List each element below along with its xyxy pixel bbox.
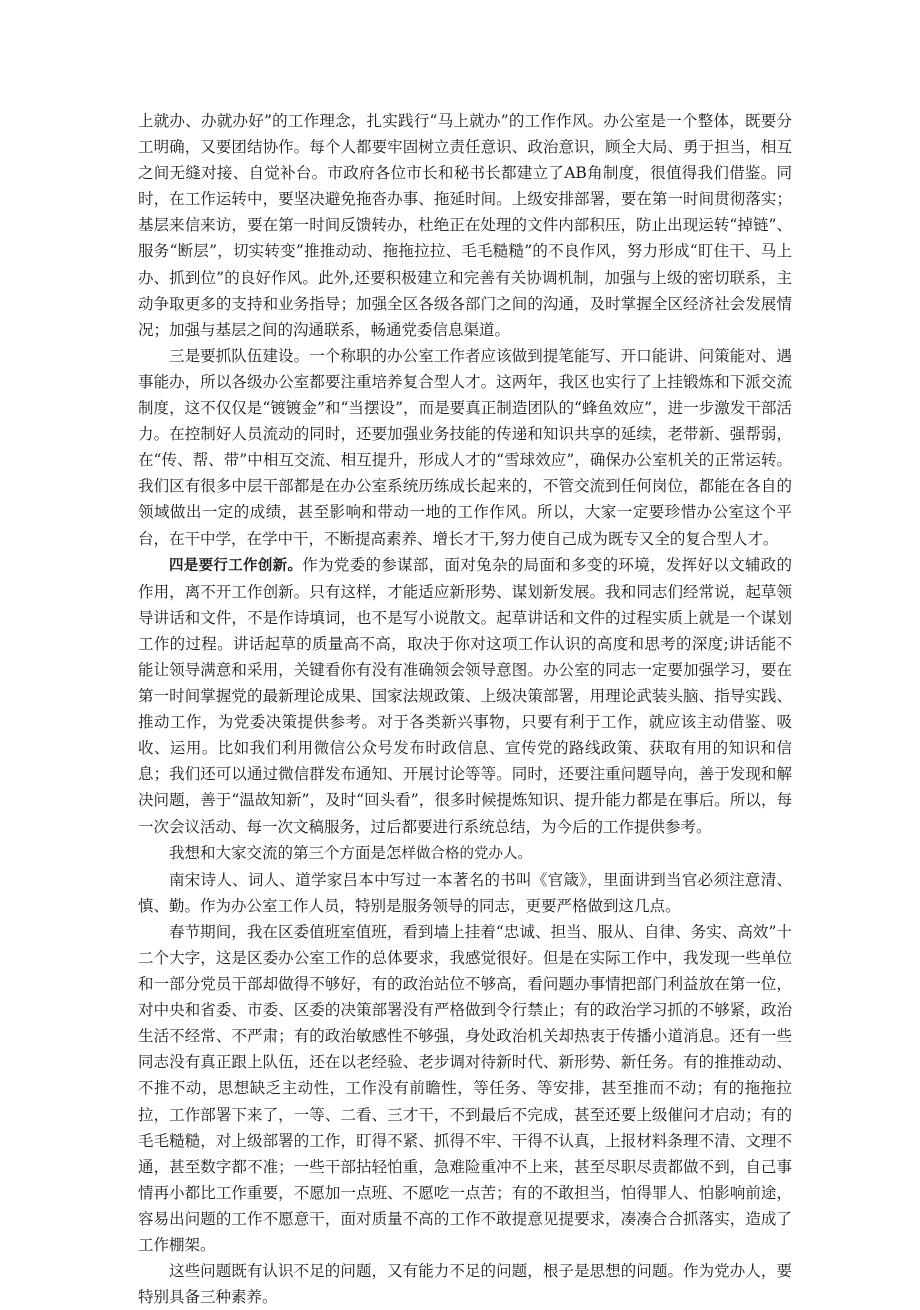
- paragraph-third-aspect-head: 我想和大家交流的第三个方面是怎: [169, 843, 402, 862]
- paragraph-team-building: 三是要抓队伍建设。一个称职的办公室工作者应该做到提笔能写、开口能讲、问策能对、遇事能办，所以各级办公室都要注重培养复合型人才。这两年，我区也实行了上挂锻炼和下派交流制度，这不仅仅是“镀镀金”和“当摆设”，而是要真正制造团队的“蜂鱼效应”，进一步激发干部活力。在控制好人员流动的同时，还要加强业务技能的传递和知识共享的延续，老带新、强帮弱，在“传、帮、带”中相互交流、相互提升，形成人才的“雪球效应”，确保办公室机关的正常运转。我们区有很多中层干部都是在办公室系统历练成长起来的，不管交流到任何岗位，都能在各自的领域做出一定的成绩，甚至影响和带动一地的工作作风。所以，大家一定要珍惜办公室这个平台，在干中学，在学中干，不断提高素养、增长才干,努力使自己成为既专又全的复合型人才。: [138, 346, 792, 548]
- paragraph-third-aspect: [138, 840, 792, 867]
- document-body: [138, 108, 792, 1310]
- paragraph-third-aspect-tail: 样做合格的党办人。: [401, 845, 533, 862]
- paragraph-continuation: 上就办、办就办好”的工作理念，扎实践行“马上就办”的工作作风。办公室是一个整体，既要分工明确，又要团结协作。每个人都要牢固树立责任意识、政治意识，顾全大局、勇于担当，相互之间无缝对接、自觉补台。市政府各位市长和秘书长都建立了AB角制度，很值得我们借鉴。同时，在工作运转中，要坚决避免拖沓办事、拖延时间。上级安排部署，要在第一时间贯彻落实；基层来信来访，要在第一时间反馈转办，杜绝正在处理的文件内部积压，防止出现运转“掉链”、服务“断层”，切实转变”推推动动、拖拖拉拉、毛毛糙糙”的不良作风，努力形成“盯住干、马上办、抓到位”的良好作风。此外,还要积极建立和完善有关协调机制，加强与上级的密切联系，主动争取更多的支持和业务指导；加强全区各级各部门之间的沟通，及时掌握全区经济社会发展情况；加强与基层之间的沟通联系，畅通党委信息渠道。: [138, 112, 792, 339]
- paragraph-innovation: [138, 552, 792, 840]
- paragraph-guanzhen: 南宋诗人、词人、道学家吕本中写过一本著名的书叫《官箴》，里面讲到当官必须注意清、慎、勤。作为办公室工作人员，特别是服务领导的同志，更要严格做到这几点。: [138, 870, 792, 915]
- paragraph-innovation-body: 作为党委的参谋部，面对兔杂的局面和多变的环境，发挥好以文辅政的作用，离不开工作创新。只有这样，才能适应新形势、谋划新发展。我和同志们经常说，起草领导讲话和文件，不是作诗填词，也不是写小说散文。起草讲话和文件的过程实质上就是一个谋划工作的过程。讲话起草的质量高不高，取决于你对这项工作认识的高度和思考的深度;讲话能不能让领导满意和采用，关键看你有没有准确领会领导意图。办公室的同志一定要加强学习，要在第一时间掌握党的最新理论成果、国家法规政策、上级决策部署，用理论武装头脑、指导实践、推动工作，为党委决策提供参考。对于各类新兴事物，只要有利于工作，就应该主动借鉴、吸收、运用。比如我们利用微信公众号发布时政信息、宣传党的路线政策、获取有用的知识和信息；我们还可以通过微信群发布通知、开展讨论等等。同时，还要注重问题导向，善于发现和解决问题，善于“温故知新”，及时“回头看”，很多时候提炼知识、提升能力都是在事后。所以，每一次会议活动、每一次文稿服务，过后都要进行系统总结，为今后的工作提供参考。: [138, 555, 792, 836]
- paragraph-three-qualities: 这些问题既有认识不足的问题，又有能力不足的问题，根子是思想的问题。作为党办人，要特别具备三种素养。: [138, 1262, 792, 1307]
- paragraph-spring-festival: 春节期间，我在区委值班室值班，看到墙上挂着“忠诚、担当、服从、自律、务实、高效”十二个大字，这是区委办公室工作的总体要求，我感觉很好。但是在实际工作中，我发现一些单位和一部分党员干部却做得不够好，有的政治站位不够高，看问题办事情把部门利益放在第一位，对中央和省委、市委、区委的决策部署没有严格做到令行禁止；有的政治学习抓的不够紧，政治生活不经常、不严肃；有的政治敏感性不够强，身处政治机关却热衷于传播小道消息。还有一些同志没有真正跟上队伍，还在以老经验、老步调对待新时代、新形势、新任务。有的推推动动、不推不动，思想缺乏主动性，工作没有前瞻性，等任务、等安排，甚至推而不动；有的拖拖拉拉，工作部署下来了，一等、二看、三才干，不到最后不完成，甚至还要上级催问才启动；有的毛毛糙糙，对上级部署的工作，盯得不紧、抓得不牢、干得不认真，上报材料条理不清、文理不通，甚至数字都不准；一些干部拈轻怕重，急难险重冲不上来，甚至尽职尽责都做不到，自己事情再小都比工作重要，不愿加一点班、不愿吃一点苦；有的不敢担当，怕得罪人、怕影响前途，容易出问题的工作不愿意干，面对质量不高的工作不敢提意见提要求，凑凑合合抓落实，造成了工作棚架。: [138, 922, 792, 1255]
- paragraph-lead-heading: 四是要行工作创新。: [169, 557, 303, 574]
